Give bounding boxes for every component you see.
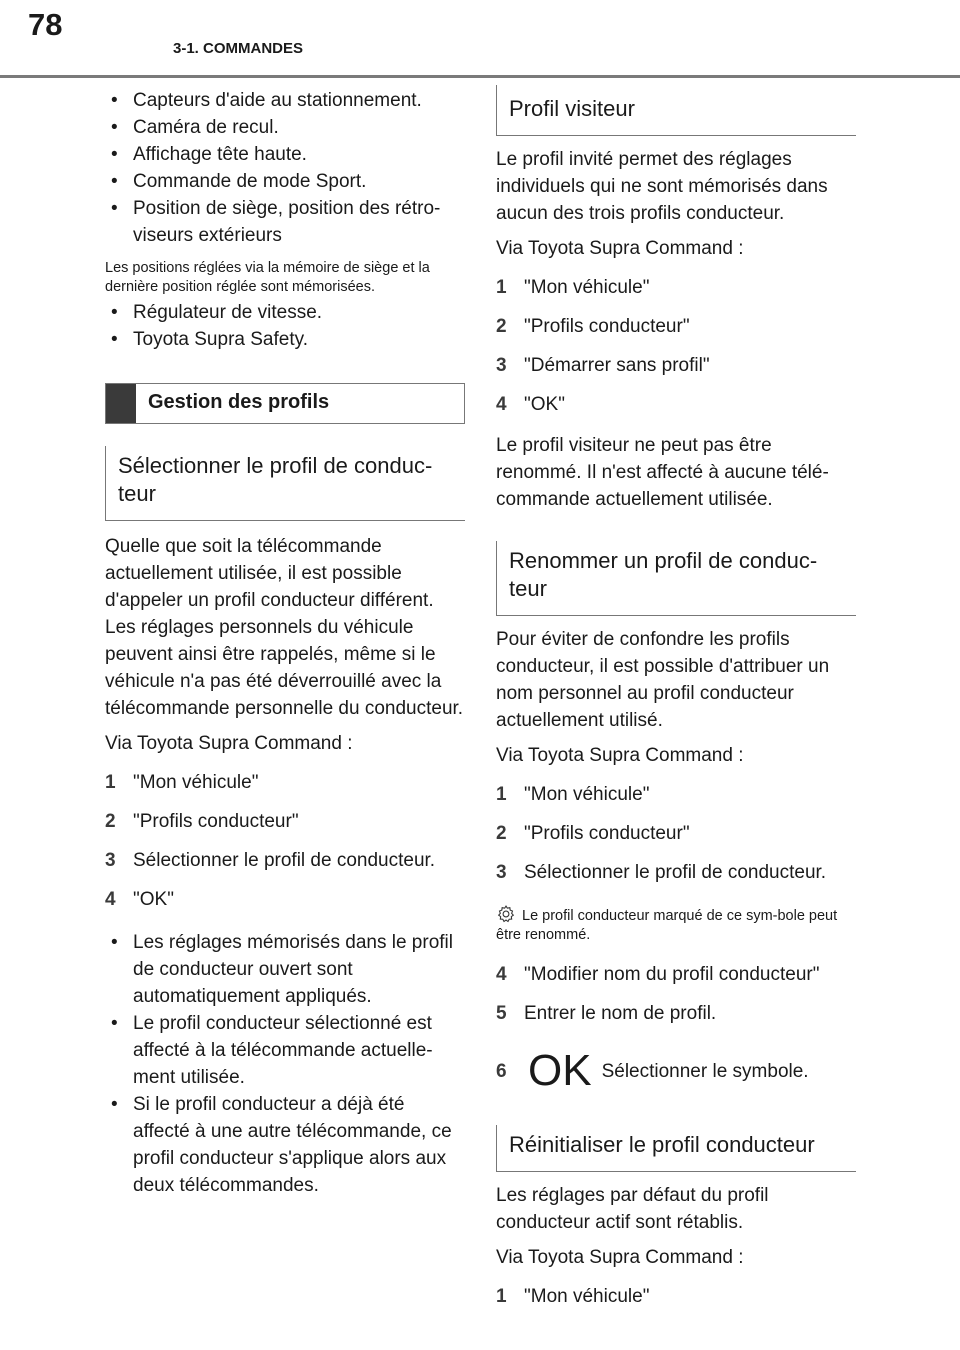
rename-text: Pour éviter de confondre les profils conducteur, il est possible d'attribuer un nom personnel au profil conducteur actuellement utilisé. bbox=[496, 629, 830, 731]
step-text: Entrer le nom de profil. bbox=[524, 1003, 717, 1024]
subheading-reset-profile: Réinitialiser le profil conducteur bbox=[496, 1125, 856, 1172]
list-item: • Régulateur de vitesse. bbox=[105, 299, 465, 326]
step-item bbox=[496, 781, 856, 808]
step-number: 1 bbox=[496, 277, 507, 298]
step-item bbox=[496, 859, 856, 886]
step-text: "Modifier nom du profil conducteur" bbox=[524, 964, 820, 985]
step-text: Sélectionner le symbole. bbox=[601, 1060, 809, 1082]
step-text: "Mon véhicule" bbox=[524, 277, 650, 298]
step-item bbox=[105, 886, 465, 913]
via-command: Via Toyota Supra Command : bbox=[105, 733, 353, 754]
page-header bbox=[0, 0, 960, 80]
visitor-note: Le profil visiteur ne peut pas être renommé. Il n'est affecté à aucune télé-commande actuellement utilisée. bbox=[496, 435, 829, 510]
step-number: 3 bbox=[496, 862, 507, 883]
section-band bbox=[106, 384, 136, 423]
via-command: Via Toyota Supra Command : bbox=[496, 238, 744, 259]
reset-text: Les réglages par défaut du profil conducteur actif sont rétablis. bbox=[496, 1185, 769, 1233]
list-item: • Capteurs d'aide au stationnement. bbox=[105, 87, 465, 114]
page-number: 78 bbox=[14, 4, 154, 46]
step-number: 4 bbox=[496, 964, 507, 985]
profile-notes-list bbox=[105, 929, 465, 1199]
step-item bbox=[496, 961, 856, 988]
memory-note: Les positions réglées via la mémoire de siège et la dernière position réglée sont mémorisées. bbox=[105, 260, 430, 295]
ok-symbol-icon: OK bbox=[528, 1046, 592, 1095]
visitor-text: Le profil invité permet des réglages individuels qui ne sont mémorisés dans aucun des trois profils conducteur. bbox=[496, 149, 828, 224]
feature-list bbox=[105, 87, 465, 249]
step-item bbox=[496, 820, 856, 847]
step-text: "Profils conducteur" bbox=[524, 823, 690, 844]
step-item bbox=[496, 1283, 856, 1310]
feature-list-2 bbox=[105, 299, 465, 353]
step-text: Sélectionner le profil de conducteur. bbox=[133, 850, 436, 871]
step-text: "OK" bbox=[133, 889, 174, 910]
section-box-gestion-profils bbox=[105, 383, 465, 424]
step-text: "Démarrer sans profil" bbox=[524, 355, 710, 376]
step-item bbox=[105, 808, 465, 835]
step-item bbox=[105, 847, 465, 874]
step-text: "Profils conducteur" bbox=[133, 811, 299, 832]
list-item: • Affichage tête haute. bbox=[105, 141, 465, 168]
step-item bbox=[496, 1000, 856, 1027]
step-text: "OK" bbox=[524, 394, 565, 415]
header-divider bbox=[0, 75, 960, 78]
list-item: • Commande de mode Sport. bbox=[105, 168, 465, 195]
section-title: 3-1. COMMANDES bbox=[173, 40, 304, 57]
list-item: • Le profil conducteur sélectionné est affecté à la télécommande actuelle-ment utilisée. bbox=[105, 1010, 465, 1091]
step-item bbox=[105, 769, 465, 796]
via-command: Via Toyota Supra Command : bbox=[496, 1247, 744, 1268]
select-profile-text: Quelle que soit la télécommande actuellement utilisée, il est possible d'appeler un profil conducteur différent. Les réglages personnels du véhicule peuvent ainsi être rappelés, même si le véhicule n'a pas été déverrouillé avec la télécommande personnelle du conducteur. bbox=[105, 536, 464, 719]
step-item bbox=[496, 391, 856, 418]
step-number: 1 bbox=[496, 1286, 507, 1307]
step-item bbox=[496, 352, 856, 379]
step-number: 1 bbox=[496, 784, 507, 805]
rename-note-text: Le profil conducteur marqué de ce sym-bole peut être renommé. bbox=[496, 908, 838, 943]
step-item bbox=[496, 274, 856, 301]
left-column bbox=[105, 85, 465, 1199]
step-text: "Profils conducteur" bbox=[524, 316, 690, 337]
step-text: "Mon véhicule" bbox=[133, 772, 259, 793]
step-item bbox=[496, 1046, 856, 1095]
via-command: Via Toyota Supra Command : bbox=[496, 745, 744, 766]
step-number: 2 bbox=[105, 811, 116, 832]
step-item bbox=[496, 313, 856, 340]
step-text: "Mon véhicule" bbox=[524, 784, 650, 805]
step-number: 3 bbox=[496, 355, 507, 376]
right-column bbox=[496, 85, 856, 1310]
list-item: • Caméra de recul. bbox=[105, 114, 465, 141]
rename-note bbox=[496, 904, 856, 945]
step-number: 3 bbox=[105, 850, 116, 871]
subheading-select-profile: Sélectionner le profil de conduc-teur bbox=[105, 446, 465, 521]
subheading-rename-profile: Renommer un profil de conduc-teur bbox=[496, 541, 856, 616]
list-item: • Position de siège, position des rétro-viseurs extérieurs bbox=[105, 195, 465, 249]
step-number: 2 bbox=[496, 316, 507, 337]
step-number: 1 bbox=[105, 772, 116, 793]
step-text: "Mon véhicule" bbox=[524, 1286, 650, 1307]
list-item: • Toyota Supra Safety. bbox=[105, 326, 465, 353]
gear-icon bbox=[496, 904, 516, 924]
step-number: 4 bbox=[105, 889, 116, 910]
step-number: 6 bbox=[496, 1060, 507, 1082]
subheading-visitor-profile: Profil visiteur bbox=[496, 85, 856, 136]
list-item: • Les réglages mémorisés dans le profil de conducteur ouvert sont automatiquement appliqués. bbox=[105, 929, 465, 1010]
step-number: 4 bbox=[496, 394, 507, 415]
list-item: • Si le profil conducteur a déjà été affecté à une autre télécommande, ce profil conducteur s'applique alors aux deux télécommandes. bbox=[105, 1091, 465, 1199]
section-box-title: Gestion des profils bbox=[148, 391, 330, 413]
step-number: 5 bbox=[496, 1003, 507, 1024]
step-text: Sélectionner le profil de conducteur. bbox=[524, 862, 827, 883]
step-number: 2 bbox=[496, 823, 507, 844]
